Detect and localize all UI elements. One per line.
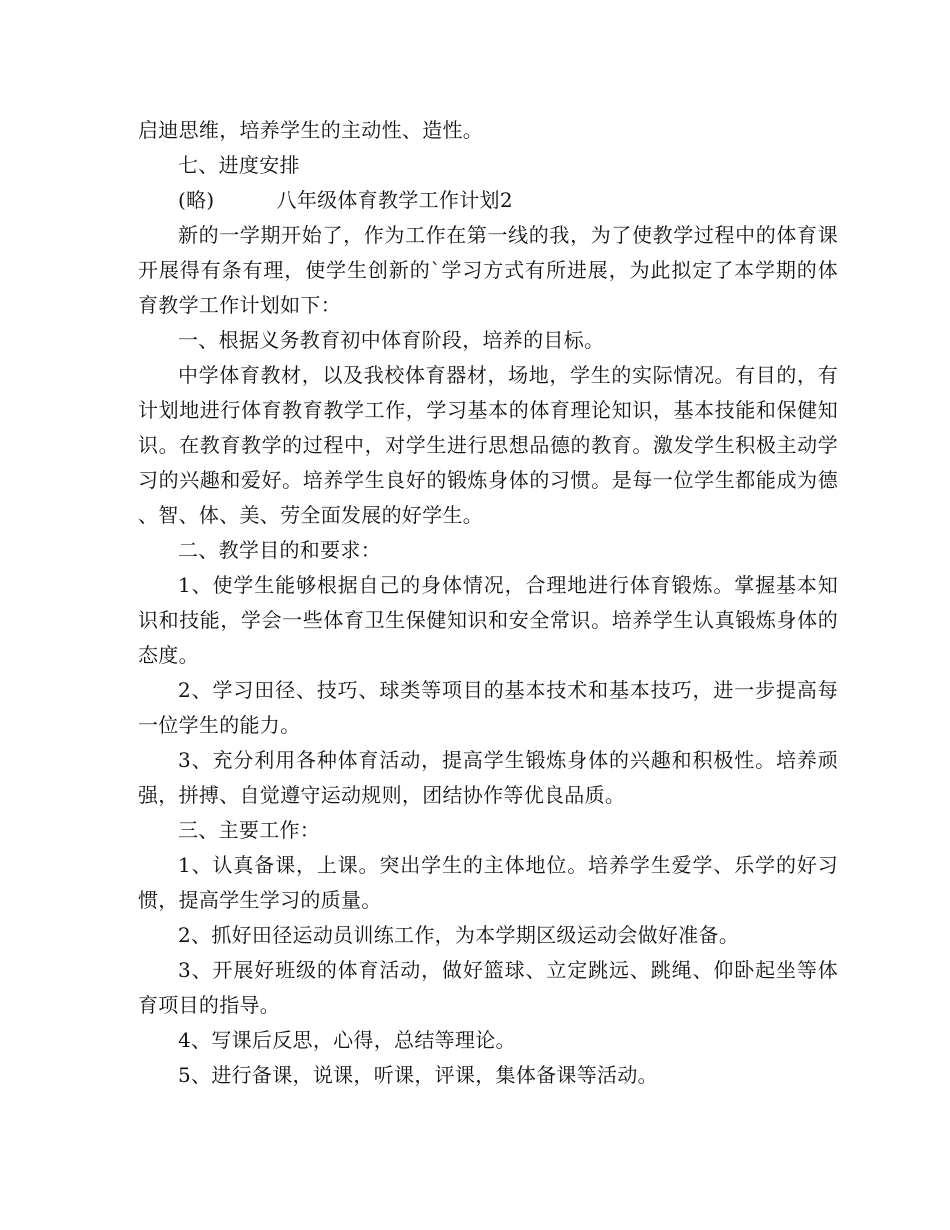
list-item-work-5: 5、进行备课，说课，听课，评课，集体备课等活动。 [178,1063,658,1087]
list-item-work-4: 4、写课后反思，心得，总结等理论。 [178,1028,516,1052]
list-item-goal-2: 2、学习田径、技巧、球类等项目的基本技术和基本技巧，进一步提高每一位学生的能力。 [138,678,838,737]
heading-progress-schedule: 七、进度安排 [178,153,300,177]
list-item-work-3: 3、开展好班级的体育活动，做好篮球、立定跳远、跳绳、仰卧起坐等体育项目的指导。 [138,958,838,1017]
omitted-note: (略) [178,188,215,212]
paragraph-section-1-body: 中学体育教材，以及我校体育器材，场地，学生的实际情况。有目的，有计划地进行体育教育教学工作，学习基本的体育理论知识，基本技能和保健知识。在教育教学的过程中，对学生进行思想品德的教育。激发学生积极主动学习的兴趣和爱好。培养学生良好的锻炼身体的习惯。是每一位学生都能成为德、智、体、美、劳全面发展的好学生。 [138,363,838,527]
list-item-goal-3: 3、充分利用各种体育活动，提高学生锻炼身体的兴趣和积极性。培养顽强，拼搏、自觉遵守运动规则，团结协作等优良品质。 [138,748,838,807]
paragraph-continuation: 启迪思维，培养学生的主动性、造性。 [138,118,484,142]
heading-section-3: 三、主要工作： [178,818,321,842]
heading-section-1: 一、根据义务教育初中体育阶段，培养的目标。 [178,328,605,352]
list-item-work-1: 1、认真备课，上课。突出学生的主体地位。培养学生爱学、乐学的好习惯，提高学生学习的质量。 [138,853,838,912]
plan-title: 八年级体育教学工作计划2 [276,188,513,212]
paragraph-intro: 新的一学期开始了，作为工作在第一线的我，为了使教学过程中的体育课开展得有条有理，使学生创新的`学习方式有所进展，为此拟定了本学期的体育教学工作计划如下： [138,223,838,317]
document-body [138,113,838,1093]
list-item-work-2: 2、抓好田径运动员训练工作，为本学期区级运动会做好准备。 [178,923,740,947]
paragraph-omitted-and-title [138,183,838,218]
list-item-goal-1: 1、使学生能够根据自己的身体情况，合理地进行体育锻炼。掌握基本知识和技能，学会一些体育卫生保健知识和安全常识。培养学生认真锻炼身体的态度。 [138,573,838,667]
heading-section-2: 二、教学目的和要求： [178,538,381,562]
